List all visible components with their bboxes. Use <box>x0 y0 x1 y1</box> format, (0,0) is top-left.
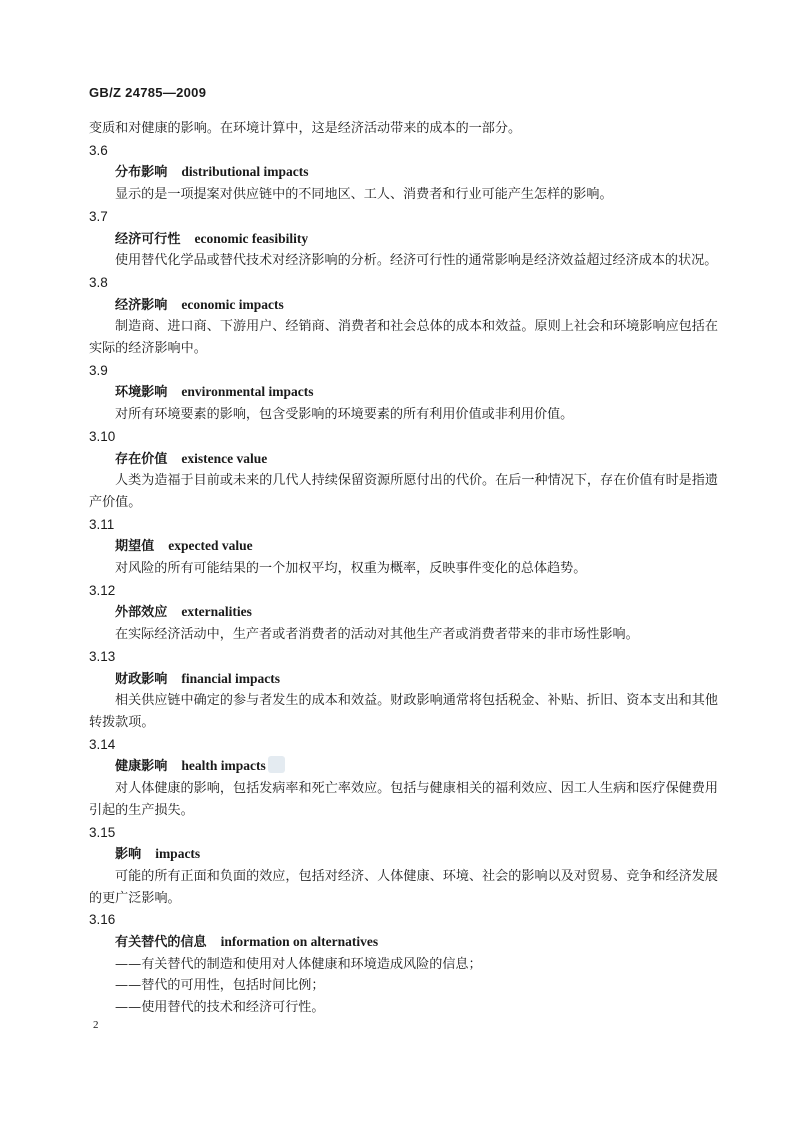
term-number: 3.6 <box>89 142 108 158</box>
term-english: existence value <box>181 450 268 466</box>
term-english: financial impacts <box>181 670 281 686</box>
term-number: 3.10 <box>89 428 116 444</box>
term-english: distributional impacts <box>181 164 309 180</box>
term-number: 3.13 <box>89 648 116 664</box>
term-definition: 制造商、进口商、下游用户、经销商、消费者和社会总体的成本和效益。原则上社会和环境影响应包括在实际的经济影响中。 <box>89 319 718 357</box>
term-heading <box>89 931 718 954</box>
term-chinese: 存在价值 <box>115 451 168 467</box>
term-heading <box>89 535 718 558</box>
term-heading <box>89 228 718 251</box>
term-chinese: 经济影响 <box>115 297 168 313</box>
watermark-logo <box>268 756 285 773</box>
term-heading <box>89 755 718 778</box>
term-chinese: 经济可行性 <box>115 231 181 247</box>
term-heading <box>89 294 718 317</box>
term-chinese: 有关替代的信息 <box>115 935 207 951</box>
page-number: 2 <box>93 1019 99 1031</box>
term-number: 3.14 <box>89 736 116 752</box>
term-english: economic feasibility <box>194 230 309 246</box>
term-chinese: 外部效应 <box>115 605 168 621</box>
term-english: health impacts <box>181 758 266 774</box>
continuation-paragraph: 变质和对健康的影响。在环境计算中，这是经济活动带来的成本的一部分。 <box>89 121 522 136</box>
list-item: ——有关替代的制造和使用对人体健康和环境造成风险的信息； <box>115 956 482 972</box>
list-item: ——使用替代的技术和经济可行性。 <box>115 1000 325 1016</box>
term-chinese: 环境影响 <box>115 385 168 401</box>
term-definition: 相关供应链中确定的参与者发生的成本和效益。财政影响通常将包括税金、补贴、折旧、资本支出和其他转拨款项。 <box>89 693 718 730</box>
term-definition: 显示的是一项提案对供应链中的不同地区、工人、消费者和行业可能产生怎样的影响。 <box>115 187 613 203</box>
term-chinese: 期望值 <box>115 539 155 555</box>
term-chinese: 影响 <box>115 847 142 863</box>
term-definition: 在实际经济活动中，生产者或者消费者的活动对其他生产者或消费者带来的非市场性影响。 <box>115 627 639 643</box>
term-number: 3.16 <box>89 912 116 928</box>
term-number: 3.9 <box>89 362 108 378</box>
list-item: ——替代的可用性，包括时间比例； <box>115 978 325 994</box>
term-chinese: 财政影响 <box>115 671 168 687</box>
term-number: 3.12 <box>89 582 116 598</box>
term-english: economic impacts <box>181 296 284 312</box>
term-definition: 对所有环境要素的影响，包含受影响的环境要素的所有利用价值或非利用价值。 <box>115 407 574 423</box>
standard-number-header: GB/Z 24785—2009 <box>89 85 207 100</box>
term-definition: 可能的所有正面和负面的效应，包括对经济、人体健康、环境、社会的影响以及对贸易、竞争和经济发展的更广泛影响。 <box>89 868 718 906</box>
term-english: expected value <box>168 538 253 554</box>
term-english: externalities <box>181 604 252 620</box>
alternatives-list <box>89 954 718 1019</box>
term-english: impacts <box>155 846 201 862</box>
term-definition: 使用替代化学品或替代技术对经济影响的分析。经济可行性的通常影响是经济效益超过经济成本的状况。 <box>115 253 718 269</box>
term-chinese: 健康影响 <box>115 759 168 775</box>
term-definition: 对风险的所有可能结果的一个加权平均，权重为概率，反映事件变化的总体趋势。 <box>115 561 587 577</box>
term-definition: 对人体健康的影响，包括发病率和死亡率效应。包括与健康相关的福利效应、因工人生病和医疗保健费用引起的生产损失。 <box>89 781 718 818</box>
term-definition: 人类为造福于目前或未来的几代人持续保留资源所愿付出的代价。在后一种情况下，存在价值有时是指遗产价值。 <box>89 473 718 510</box>
term-chinese: 分布影响 <box>115 165 168 181</box>
term-heading <box>89 843 718 866</box>
term-number: 3.8 <box>89 274 108 290</box>
document-body <box>89 118 718 1019</box>
term-english: environmental impacts <box>181 384 314 400</box>
term-heading <box>89 448 718 471</box>
term-heading <box>89 601 718 624</box>
term-english: information on alternatives <box>220 934 379 950</box>
term-number: 3.15 <box>89 824 116 840</box>
term-heading <box>89 381 718 404</box>
term-entries <box>89 140 718 954</box>
term-number: 3.7 <box>89 208 108 224</box>
term-heading <box>89 161 718 184</box>
term-number: 3.11 <box>89 516 115 532</box>
term-heading <box>89 668 718 691</box>
